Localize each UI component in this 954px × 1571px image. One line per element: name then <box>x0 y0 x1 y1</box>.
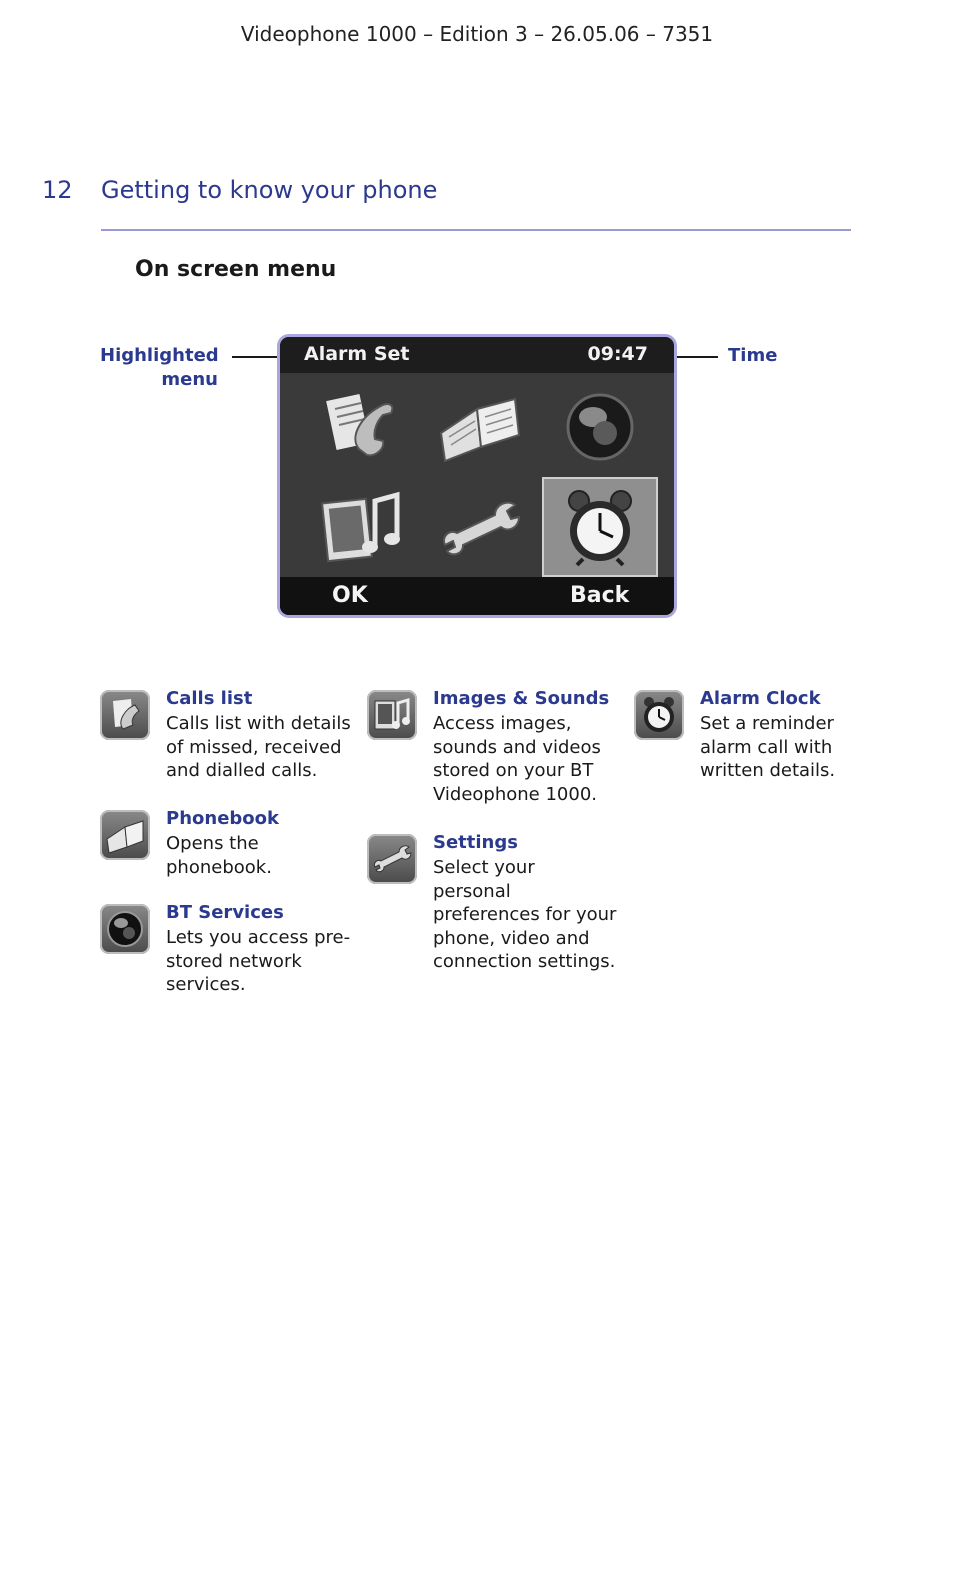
menu-tile-alarm-clock[interactable] <box>542 477 658 577</box>
images-sounds-icon <box>319 487 405 567</box>
legend-description: Lets you access pre-stored network services. <box>166 927 351 995</box>
menu-grid <box>280 373 674 578</box>
alarm-clock-icon <box>634 690 684 740</box>
legend-description: Set a reminder alarm call with written details. <box>700 713 836 781</box>
section-title: Getting to know your phone <box>101 176 438 204</box>
calls-list-icon <box>319 387 405 467</box>
settings-icon <box>367 834 417 884</box>
bt-services-icon <box>557 387 643 467</box>
edition-line: Videophone 1000 – Edition 3 – 26.05.06 – 7351 <box>240 22 714 46</box>
legend-title: Calls list <box>166 688 253 709</box>
softkey-bar <box>280 577 674 615</box>
screen-time: 09:47 <box>587 343 648 365</box>
highlighted-menu-callout: Highlighted menu <box>100 345 219 390</box>
menu-tile-calls-list[interactable] <box>304 377 420 477</box>
phonebook-icon <box>437 387 523 467</box>
legend-description: Opens the phonebook. <box>166 833 272 878</box>
legend-title: BT Services <box>166 902 284 923</box>
menu-tile-phonebook[interactable] <box>422 377 538 477</box>
subsection-title: On screen menu <box>135 257 337 282</box>
menu-tile-images-sounds[interactable] <box>304 477 420 577</box>
screen-title-bar <box>280 337 674 373</box>
images-sounds-icon <box>367 690 417 740</box>
menu-tile-settings[interactable] <box>422 477 538 577</box>
screen-title: Alarm Set <box>304 343 410 365</box>
bt-services-icon <box>100 904 150 954</box>
page-number: 12 <box>42 176 73 204</box>
legend-title: Images & Sounds <box>433 688 610 709</box>
legend-title: Phonebook <box>166 808 279 829</box>
ok-softkey[interactable]: OK <box>332 583 368 608</box>
menu-tile-bt-services[interactable] <box>542 377 658 477</box>
legend-title: Alarm Clock <box>700 688 821 709</box>
time-callout: Time <box>728 345 778 366</box>
calls-list-icon <box>100 690 150 740</box>
section-rule <box>101 229 851 231</box>
legend-description: Calls list with details of missed, received and dialled calls. <box>166 713 351 781</box>
phonebook-icon <box>100 810 150 860</box>
legend-title: Settings <box>433 832 518 853</box>
legend-description: Select your personal preferences for your phone, video and connection settings. <box>433 857 617 972</box>
phone-screen <box>277 334 677 618</box>
legend-description: Access images, sounds and videos stored on your BT Videophone 1000. <box>433 713 601 805</box>
settings-icon <box>437 487 523 567</box>
back-softkey[interactable]: Back <box>570 583 630 608</box>
alarm-clock-icon <box>557 487 643 567</box>
